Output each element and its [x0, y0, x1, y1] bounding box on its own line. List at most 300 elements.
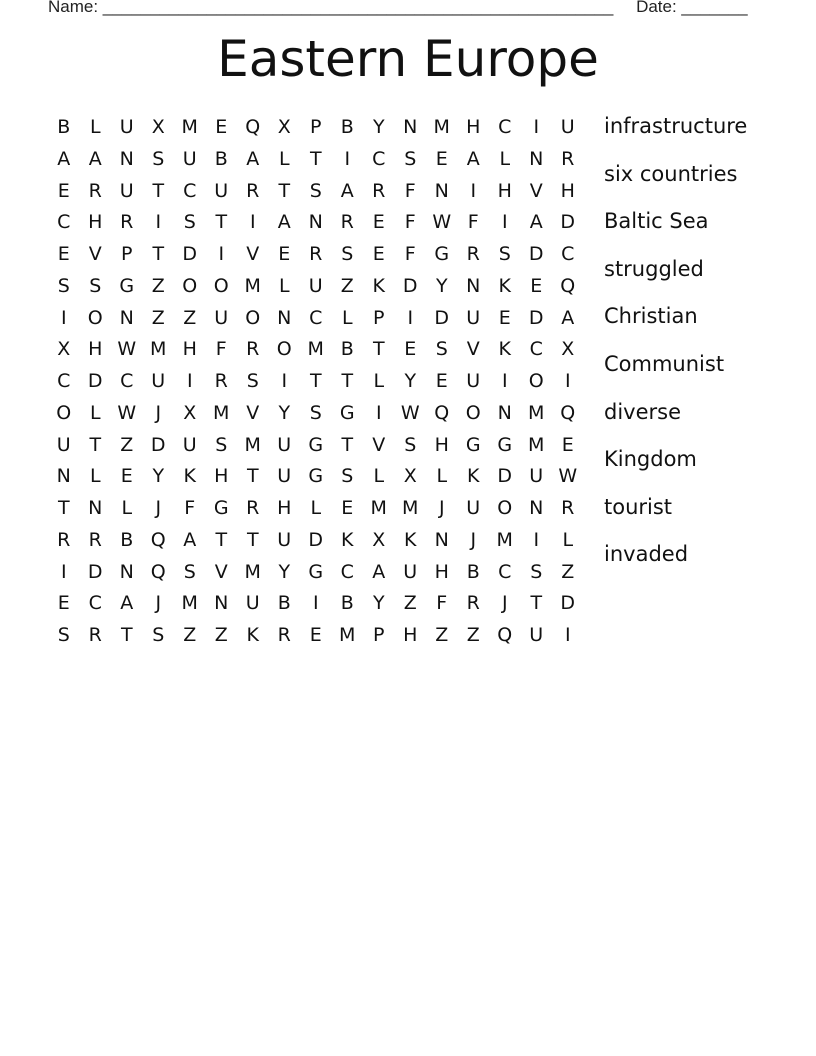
grid-letter: X: [561, 338, 575, 361]
grid-letter: R: [214, 370, 228, 392]
header-fields: [48, 0, 748, 17]
grid-letter: M: [370, 497, 387, 519]
grid-letter: M: [402, 497, 419, 519]
grid-letter: I: [564, 370, 571, 392]
grid-letter: O: [528, 370, 544, 392]
grid-letter: U: [119, 179, 134, 202]
grid-letter: R: [57, 528, 71, 551]
grid-letter: B: [340, 116, 354, 138]
grid-letter: A: [529, 211, 543, 234]
grid-letter: P: [373, 624, 385, 646]
grid-letter: L: [89, 465, 101, 488]
grid-letter: I: [564, 624, 571, 646]
grid-letter: I: [60, 560, 67, 583]
grid-letter: S: [152, 147, 165, 170]
grid-letter: R: [561, 147, 575, 170]
grid-letter: Z: [183, 624, 197, 646]
word-list-item: diverse: [604, 399, 682, 424]
grid-letter: I: [218, 243, 225, 265]
grid-letter: C: [183, 179, 197, 202]
grid-letter: X: [277, 116, 291, 138]
grid-letter: A: [466, 147, 480, 170]
letter-grid: [48, 113, 584, 653]
grid-letter: L: [373, 465, 385, 488]
grid-letter: G: [308, 433, 324, 456]
word-list-item: Christian: [604, 304, 698, 329]
grid-letter: N: [529, 147, 544, 170]
grid-letter: R: [88, 528, 102, 551]
grid-letter: J: [470, 528, 477, 551]
grid-letter: Z: [120, 433, 134, 456]
grid-letter: M: [150, 338, 167, 361]
grid-letter: J: [501, 592, 508, 615]
grid-letter: D: [528, 243, 544, 265]
grid-letter: S: [498, 243, 511, 265]
grid-letter: Y: [278, 560, 291, 583]
grid-letter: S: [152, 624, 165, 646]
grid-letter: D: [87, 560, 103, 583]
grid-letter: H: [88, 338, 103, 361]
grid-letter: E: [404, 338, 417, 361]
grid-letter: Y: [435, 274, 448, 297]
grid-letter: Q: [497, 624, 513, 646]
grid-letter: D: [308, 528, 324, 551]
grid-letter: Y: [372, 116, 385, 138]
grid-letter: S: [309, 179, 322, 202]
grid-letter: P: [310, 116, 322, 138]
grid-letter: U: [466, 497, 481, 519]
grid-letter: A: [561, 306, 575, 329]
grid-letter: M: [528, 433, 545, 456]
grid-letter: U: [245, 592, 260, 615]
grid-letter: R: [561, 497, 575, 519]
grid-letter: U: [277, 433, 292, 456]
grid-letter: Q: [434, 401, 450, 424]
grid-letter: M: [244, 560, 261, 583]
grid-letter: U: [529, 465, 544, 488]
grid-letter: T: [57, 497, 70, 519]
grid-letter: N: [119, 560, 134, 583]
grid-letter: Z: [214, 624, 228, 646]
grid-letter: L: [278, 274, 290, 297]
grid-letter: N: [56, 465, 71, 488]
grid-letter: R: [340, 211, 354, 234]
grid-letter: O: [245, 306, 261, 329]
grid-letter: Q: [560, 274, 576, 297]
date-field-label: Date: _______: [636, 0, 748, 16]
grid-letter: E: [215, 116, 228, 138]
grid-letter: S: [215, 433, 228, 456]
grid-letter: Q: [560, 401, 576, 424]
grid-letter: T: [341, 370, 354, 392]
grid-letter: R: [309, 243, 323, 265]
grid-letter: Z: [151, 306, 165, 329]
grid-letter: U: [403, 560, 418, 583]
grid-letter: A: [340, 179, 354, 202]
grid-letter: S: [246, 370, 259, 392]
grid-letter: L: [89, 401, 101, 424]
grid-letter: U: [277, 528, 292, 551]
grid-letter: U: [182, 147, 197, 170]
grid-letter: L: [341, 306, 353, 329]
grid-letter: M: [433, 116, 450, 138]
grid-letter: K: [498, 338, 511, 361]
grid-letter: M: [307, 338, 324, 361]
grid-letter: X: [57, 338, 71, 361]
grid-letter: S: [435, 338, 448, 361]
grid-letter: D: [402, 274, 418, 297]
grid-letter: E: [372, 243, 385, 265]
grid-letter: U: [277, 465, 292, 488]
grid-letter: F: [467, 211, 479, 234]
grid-letter: M: [528, 401, 545, 424]
grid-letter: B: [340, 592, 354, 615]
grid-letter: S: [404, 433, 417, 456]
grid-letter: O: [87, 306, 103, 329]
grid-letter: R: [246, 497, 260, 519]
grid-letter: U: [56, 433, 71, 456]
grid-letter: J: [155, 497, 162, 519]
grid-letter: K: [183, 465, 196, 488]
grid-letter: N: [308, 211, 323, 234]
grid-letter: U: [466, 306, 481, 329]
grid-letter: L: [499, 147, 511, 170]
name-field-label: Name: ______________________________________________________: [48, 0, 614, 16]
grid-letter: D: [150, 433, 166, 456]
grid-letter: L: [436, 465, 448, 488]
grid-letter: M: [244, 274, 261, 297]
grid-letter: V: [246, 401, 260, 424]
grid-letter: O: [182, 274, 198, 297]
grid-letter: A: [57, 147, 71, 170]
grid-letter: Q: [150, 528, 166, 551]
grid-letter: A: [88, 147, 102, 170]
grid-letter: G: [119, 274, 135, 297]
grid-letter: U: [182, 433, 197, 456]
grid-letter: C: [529, 338, 543, 361]
grid-letter: A: [120, 592, 134, 615]
grid-letter: M: [181, 116, 198, 138]
grid-letter: X: [151, 116, 165, 138]
grid-letter: E: [498, 306, 511, 329]
grid-letter: Z: [403, 592, 417, 615]
word-list: [604, 110, 747, 586]
grid-letter: N: [434, 179, 449, 202]
grid-letter: U: [151, 370, 166, 392]
grid-letter: H: [560, 179, 575, 202]
grid-letter: Z: [183, 306, 197, 329]
grid-letter: S: [530, 560, 543, 583]
grid-letter: Z: [340, 274, 354, 297]
grid-letter: U: [308, 274, 323, 297]
grid-letter: I: [344, 147, 351, 170]
grid-letter: U: [214, 306, 229, 329]
word-list-item: invaded: [604, 542, 689, 567]
grid-letter: U: [560, 116, 575, 138]
grid-letter: H: [214, 465, 229, 488]
grid-letter: B: [214, 147, 228, 170]
grid-letter: V: [529, 179, 543, 202]
grid-letter: L: [89, 116, 101, 138]
grid-letter: R: [466, 592, 480, 615]
grid-letter: P: [121, 243, 133, 265]
grid-letter: M: [213, 401, 230, 424]
grid-letter: H: [182, 338, 197, 361]
grid-letter: I: [60, 306, 67, 329]
grid-letter: I: [407, 306, 414, 329]
grid-letter: V: [466, 338, 480, 361]
grid-letter: K: [467, 465, 480, 488]
grid-letter: D: [560, 592, 576, 615]
grid-letter: H: [466, 116, 481, 138]
grid-letter: L: [562, 528, 574, 551]
grid-letter: M: [339, 624, 356, 646]
grid-letter: N: [434, 528, 449, 551]
grid-letter: N: [277, 306, 292, 329]
grid-letter: N: [466, 274, 481, 297]
grid-letter: O: [213, 274, 229, 297]
grid-letter: K: [341, 528, 354, 551]
grid-letter: E: [57, 243, 70, 265]
grid-letter: Q: [245, 116, 261, 138]
grid-letter: A: [246, 147, 260, 170]
grid-letter: A: [372, 560, 386, 583]
grid-letter: E: [309, 624, 322, 646]
grid-letter: C: [561, 243, 575, 265]
grid-letter: E: [341, 497, 354, 519]
grid-letter: S: [57, 624, 70, 646]
grid-letter: T: [215, 211, 228, 234]
grid-letter: T: [152, 179, 165, 202]
grid-letter: E: [435, 147, 448, 170]
grid-letter: G: [339, 401, 355, 424]
grid-letter: O: [276, 338, 292, 361]
grid-letter: V: [372, 433, 386, 456]
grid-letter: Y: [404, 370, 417, 392]
grid-letter: H: [434, 433, 449, 456]
grid-letter: Y: [152, 465, 165, 488]
grid-letter: D: [87, 370, 103, 392]
grid-letter: I: [470, 179, 477, 202]
grid-letter: L: [310, 497, 322, 519]
grid-letter: F: [215, 338, 227, 361]
grid-letter: R: [246, 338, 260, 361]
grid-letter: T: [246, 465, 259, 488]
grid-letter: I: [533, 528, 540, 551]
grid-letter: F: [404, 243, 416, 265]
grid-letter: O: [465, 401, 481, 424]
grid-letter: C: [498, 560, 512, 583]
grid-letter: W: [400, 401, 420, 424]
grid-letter: T: [341, 433, 354, 456]
grid-letter: T: [152, 243, 165, 265]
grid-letter: G: [213, 497, 229, 519]
grid-letter: H: [88, 211, 103, 234]
grid-letter: Y: [278, 401, 291, 424]
grid-letter: R: [277, 624, 291, 646]
grid-letter: S: [341, 465, 354, 488]
grid-letter: W: [432, 211, 452, 234]
grid-letter: M: [496, 528, 513, 551]
grid-letter: C: [340, 560, 354, 583]
grid-letter: M: [181, 592, 198, 615]
grid-letter: B: [277, 592, 291, 615]
grid-letter: B: [340, 338, 354, 361]
grid-letter: X: [403, 465, 417, 488]
grid-letter: E: [372, 211, 385, 234]
grid-letter: K: [372, 274, 385, 297]
grid-letter: N: [497, 401, 512, 424]
grid-letter: U: [529, 624, 544, 646]
grid-letter: T: [246, 528, 259, 551]
grid-letter: H: [434, 560, 449, 583]
grid-letter: W: [558, 465, 578, 488]
grid-letter: I: [375, 401, 382, 424]
grid-letter: I: [155, 211, 162, 234]
page-title: Eastern Europe: [217, 30, 599, 88]
grid-letter: O: [56, 401, 72, 424]
grid-letter: Z: [151, 274, 165, 297]
word-list-item: infrastructure: [604, 114, 748, 138]
grid-letter: G: [308, 465, 324, 488]
grid-letter: D: [182, 243, 198, 265]
grid-letter: V: [88, 243, 102, 265]
grid-letter: F: [436, 592, 448, 615]
grid-letter: T: [372, 338, 385, 361]
grid-letter: H: [403, 624, 418, 646]
word-list-item: Baltic Sea: [604, 209, 709, 234]
grid-letter: L: [278, 147, 290, 170]
grid-letter: G: [308, 560, 324, 583]
grid-letter: N: [403, 116, 418, 138]
word-list-item: Communist: [604, 351, 725, 376]
grid-letter: F: [404, 179, 416, 202]
grid-letter: P: [373, 306, 385, 329]
grid-letter: I: [281, 370, 288, 392]
grid-letter: N: [88, 497, 103, 519]
word-list-item: tourist: [604, 494, 673, 519]
grid-letter: E: [57, 179, 70, 202]
grid-letter: H: [497, 179, 512, 202]
grid-letter: C: [57, 211, 71, 234]
grid-letter: R: [120, 211, 134, 234]
grid-letter: C: [498, 116, 512, 138]
grid-letter: D: [434, 306, 450, 329]
grid-letter: E: [530, 274, 543, 297]
grid-letter: I: [312, 592, 319, 615]
grid-letter: T: [120, 624, 133, 646]
grid-letter: Z: [466, 624, 480, 646]
grid-letter: S: [89, 274, 102, 297]
grid-letter: A: [183, 528, 197, 551]
grid-letter: K: [498, 274, 511, 297]
grid-letter: N: [214, 592, 229, 615]
grid-letter: T: [215, 528, 228, 551]
grid-letter: G: [434, 243, 450, 265]
grid-letter: D: [497, 465, 513, 488]
grid-letter: S: [183, 211, 196, 234]
grid-letter: X: [372, 528, 386, 551]
grid-letter: I: [186, 370, 193, 392]
grid-letter: R: [88, 624, 102, 646]
grid-letter: O: [497, 497, 513, 519]
word-list-item: six countries: [604, 161, 738, 186]
grid-letter: E: [435, 370, 448, 392]
grid-letter: C: [88, 592, 102, 615]
grid-letter: X: [183, 401, 197, 424]
grid-letter: L: [373, 370, 385, 392]
grid-letter: Z: [561, 560, 575, 583]
grid-letter: K: [246, 624, 259, 646]
grid-letter: S: [341, 243, 354, 265]
grid-letter: A: [277, 211, 291, 234]
grid-letter: F: [184, 497, 196, 519]
grid-letter: W: [117, 401, 137, 424]
grid-letter: S: [57, 274, 70, 297]
grid-letter: Q: [150, 560, 166, 583]
grid-letter: I: [501, 370, 508, 392]
grid-letter: J: [155, 592, 162, 615]
grid-letter: Z: [435, 624, 449, 646]
grid-letter: T: [89, 433, 102, 456]
grid-letter: R: [88, 179, 102, 202]
grid-letter: T: [309, 370, 322, 392]
grid-letter: G: [465, 433, 481, 456]
grid-letter: E: [278, 243, 291, 265]
word-list-item: Kingdom: [604, 447, 697, 472]
grid-letter: E: [561, 433, 574, 456]
grid-letter: R: [246, 179, 260, 202]
grid-letter: N: [119, 306, 134, 329]
grid-letter: T: [278, 179, 291, 202]
grid-letter: B: [466, 560, 480, 583]
word-list-item: struggled: [604, 256, 704, 281]
grid-letter: E: [57, 592, 70, 615]
grid-letter: B: [120, 528, 134, 551]
grid-letter: C: [372, 147, 386, 170]
grid-letter: S: [183, 560, 196, 583]
grid-letter: E: [120, 465, 133, 488]
grid-letter: I: [533, 116, 540, 138]
grid-letter: I: [249, 211, 256, 234]
grid-letter: M: [244, 433, 261, 456]
grid-letter: Y: [372, 592, 385, 615]
grid-letter: D: [528, 306, 544, 329]
grid-letter: S: [404, 147, 417, 170]
grid-letter: U: [466, 370, 481, 392]
grid-letter: R: [372, 179, 386, 202]
grid-letter: W: [117, 338, 137, 361]
grid-letter: R: [466, 243, 480, 265]
grid-letter: N: [119, 147, 134, 170]
grid-letter: D: [560, 211, 576, 234]
grid-letter: I: [501, 211, 508, 234]
grid-letter: S: [309, 401, 322, 424]
grid-letter: K: [404, 528, 417, 551]
grid-letter: T: [530, 592, 543, 615]
grid-letter: T: [309, 147, 322, 170]
grid-letter: J: [438, 497, 445, 519]
grid-letter: L: [121, 497, 133, 519]
grid-letter: C: [309, 306, 323, 329]
grid-letter: N: [529, 497, 544, 519]
grid-letter: V: [214, 560, 228, 583]
grid-letter: J: [155, 401, 162, 424]
grid-letter: C: [57, 370, 71, 392]
grid-letter: H: [277, 497, 292, 519]
grid-letter: C: [120, 370, 134, 392]
grid-letter: U: [119, 116, 134, 138]
